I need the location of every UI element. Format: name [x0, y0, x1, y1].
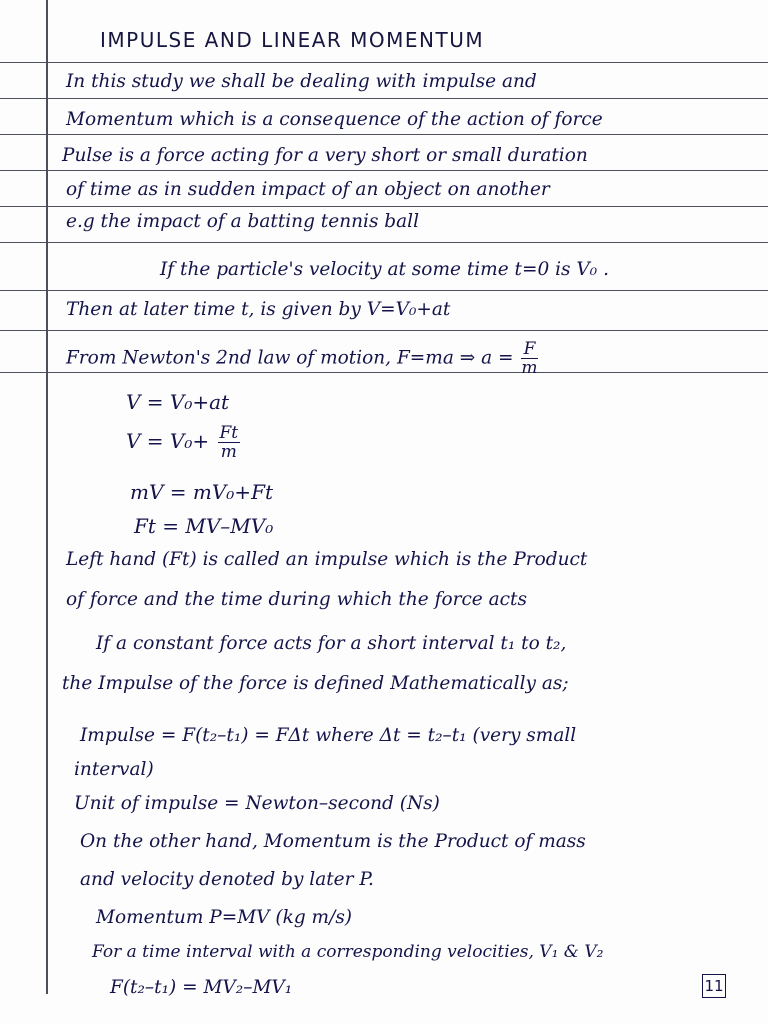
text-line: Left hand (Ft) is called an impulse which is the Product — [66, 549, 588, 570]
text-line: Pulse is a force acting for a very short or small duration — [62, 145, 588, 166]
ruled-line — [0, 98, 768, 99]
text-line: If a constant force acts for a short interval t₁ to t₂, — [96, 633, 567, 654]
text-line: Momentum P=MV (kg m/s) — [96, 907, 353, 928]
equation: mV = mV₀+Ft — [130, 480, 273, 504]
text-line: the Impulse of the force is defined Mathematically as; — [62, 673, 569, 694]
ruled-line — [0, 62, 768, 63]
fraction-numerator: Ft — [219, 423, 239, 443]
ruled-line — [0, 330, 768, 331]
ruled-line — [0, 170, 768, 171]
text-line: of force and the time during which the force acts — [66, 589, 527, 610]
equation: V = V₀+at — [126, 390, 230, 414]
text-line: interval) — [74, 759, 154, 780]
text-line: Impulse = F(t₂–t₁) = FΔt where Δt = t₂–t₁ (very small — [80, 725, 577, 746]
text-line: For a time interval with a corresponding velocities, V₁ & V₂ — [92, 942, 604, 962]
fraction-denominator: m — [521, 358, 538, 378]
ruled-line — [0, 134, 768, 135]
text-line: If the particle's velocity at some time t=0 is V₀ . — [160, 259, 609, 280]
text-line: In this study we shall be dealing with impulse and — [66, 71, 537, 92]
text-line: On the other hand, Momentum is the Product of mass — [80, 831, 586, 852]
ruled-line — [0, 206, 768, 207]
fraction-denominator: m — [220, 442, 237, 462]
equation — [126, 424, 240, 461]
margin-line — [46, 0, 48, 994]
text-line: Momentum which is a consequence of the action of force — [66, 109, 603, 130]
fraction — [521, 340, 537, 377]
text-line: Unit of impulse = Newton–second (Ns) — [74, 793, 440, 814]
fraction — [218, 424, 241, 461]
text-line: Then at later time t, is given by V=V₀+at — [66, 299, 451, 320]
fraction-numerator: F — [521, 340, 537, 359]
newton-law-text: From Newton's 2nd law of motion, F=ma ⇒ a = — [66, 347, 514, 369]
ruled-line — [0, 242, 768, 243]
equation-prefix: V = V₀+ — [126, 429, 210, 453]
page-title: IMPULSE AND LINEAR MOMENTUM — [100, 28, 485, 52]
text-line: and velocity denoted by later P. — [80, 869, 374, 890]
ruled-line — [0, 290, 768, 291]
equation: Ft = MV–MV₀ — [134, 514, 274, 538]
text-line: e.g the impact of a batting tennis ball — [66, 211, 420, 232]
page-number-box: 11 — [702, 974, 726, 998]
text-line — [66, 340, 538, 377]
text-line: F(t₂–t₁) = MV₂–MV₁ — [110, 977, 293, 998]
text-line: of time as in sudden impact of an object on another — [66, 179, 550, 200]
